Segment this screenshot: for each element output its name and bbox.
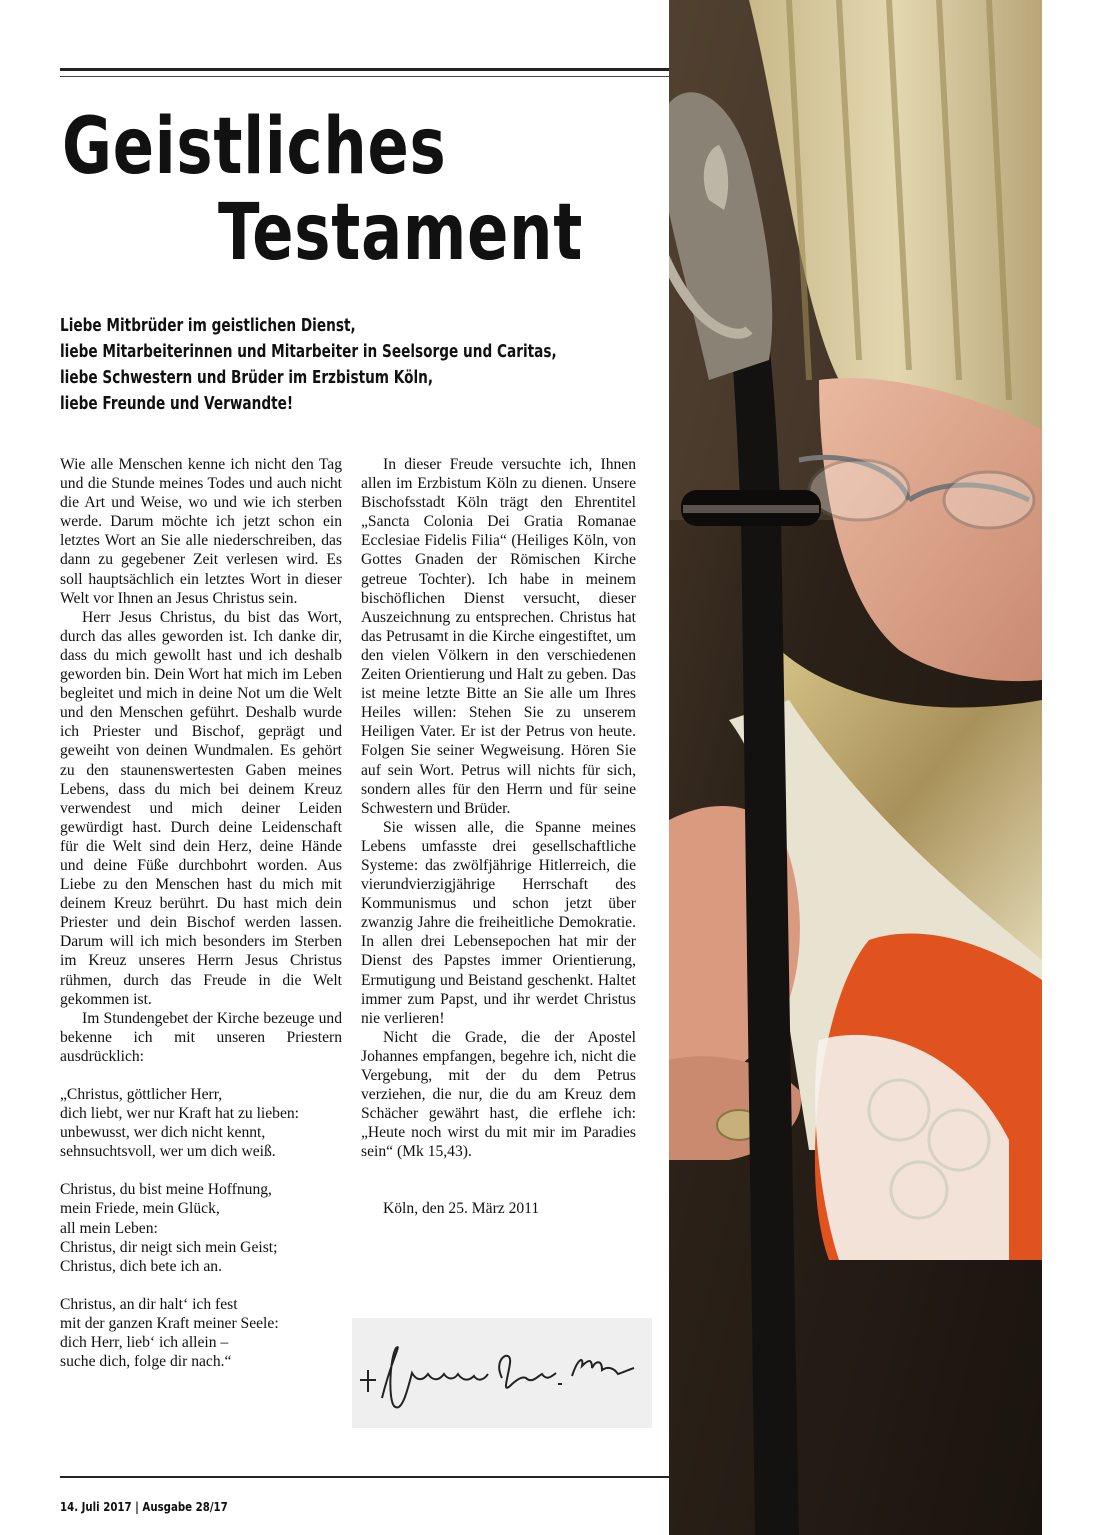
verse-line: mein Friede, mein Glück, xyxy=(60,1200,220,1218)
text-column-right xyxy=(361,455,636,1219)
verse-line: dich Herr, lieb‘ ich allein – xyxy=(60,1334,229,1352)
bottom-rule xyxy=(60,1476,670,1478)
cardinal-with-crozier-photo xyxy=(669,0,1042,1535)
verse-line: dich liebt, wer nur Kraft hat zu lieben: xyxy=(60,1105,300,1123)
greeting-line: liebe Freunde und Verwandte! xyxy=(60,394,294,414)
top-rule xyxy=(60,68,670,71)
verse-stanza xyxy=(60,1085,342,1161)
verse-line: mit der ganzen Kraft meiner Seele: xyxy=(60,1314,279,1332)
dateline: Köln, den 25. März 2011 xyxy=(383,1200,540,1218)
paragraph: Sie wissen alle, die Spanne meines Lebens umfasste drei gesellschaftliche Systeme: das zwölfjährige Hitlerreich, die vierundvierzigjährige Herrschaft des Kommunismus und schon jetzt über zwanzig Jahre die freiheitliche Demokratie. In allen drei Lebensepochen hat mir der Dienst des Papstes immer Orientierung, Ermutigung und Beistand geschenkt. Haltet immer zum Papst, und ihr werdet Christus nie verlieren! xyxy=(361,818,636,1027)
title-line-1: Geistliches xyxy=(62,102,447,192)
paragraph: Herr Jesus Christus, du bist das Wort, durch das alles geworden ist. Ich danke dir, dass du mich gewollt hast und ich deshalb geworden bin. Dein Wort hat mich im Leben begleitet und mich in deine Not um die Welt und den Menschen geführt. Deshalb wurde ich Priester und Bischof, geprägt und geweiht von deinen Wundmalen. Es gehört zu den staunenswertesten Gaben meines Lebens, dass du mich bei deinem Kreuz verwendest und mich deiner Leiden gewürdigt hast. Durch deine Leidenschaft für die Welt sind dein Herz, deine Hände und deine Füße durchbohrt worden. Aus Liebe zu den Menschen hast du mich mit deinem Kreuz berührt. Du hast mich dein Priester und dein Bischof werden lassen. Darum will ich mich besonders im Sterben im Kreuz unseres Herrn Jesus Christus rühmen, durch das Freude in die Welt gekommen ist. xyxy=(60,608,342,1008)
paragraph: In dieser Freude versuchte ich, Ihnen allen im Erzbistum Köln zu dienen. Unsere Bischofsstadt Köln trägt den Ehrentitel „Sancta Colonia Dei Gratia Romanae Ecclesiae Fidelis Filia“ (Heiliges Köln, von Gottes Gnaden der Römischen Kirche getreue Tochter). Ich habe in meinem bischöflichen Dienst versucht, dieser Auszeichnung zu entsprechen. Christus hat das Petrusamt in die Kirche eingestiftet, um den vielen Völkern in den verschiedenen Zeiten Orientierung und Halt zu geben. Das ist meine letzte Bitte an Sie alle um Ihres Heiles willen: Stehen Sie zu unserem Heiligen Vater. Er ist der Petrus von heute. Folgen Sie seiner Wegweisung. Hören Sie auf sein Wort. Petrus will nichts für sich, sondern alles für den Herrn und für seine Schwestern und Brüder. xyxy=(361,456,636,817)
paragraph: Nicht die Grade, die der Apostel Johannes empfangen, begehre ich, nicht die Vergebung, mit der du dem Petrus verziehen, die nur, die du am Kreuz dem Schächer gewährt hast, die erflehe ich: „Heute noch wirst du mit mir im Paradies sein“ (Mk 15,43). xyxy=(361,1028,636,1161)
verse-line: all mein Leben: xyxy=(60,1219,158,1237)
text-column-left xyxy=(60,455,342,1371)
verse-stanza xyxy=(60,1295,342,1371)
verse-line: Christus, du bist meine Hoffnung, xyxy=(60,1181,272,1199)
greeting-line: Liebe Mitbrüder im geistlichen Dienst, xyxy=(60,316,356,336)
signature-icon xyxy=(352,1318,652,1428)
verse-line: Christus, an dir halt‘ ich fest xyxy=(60,1295,238,1313)
greeting-line: liebe Schwestern und Brüder im Erzbistum Köln, xyxy=(60,368,434,388)
verse-stanza xyxy=(60,1180,342,1275)
footer-issue: 14. Juli 2017 | Ausgabe 28/17 xyxy=(60,1500,228,1514)
top-rule-thin xyxy=(60,76,670,77)
verse-line: Christus, dich bete ich an. xyxy=(60,1257,222,1275)
cardinal-with-crozier-icon xyxy=(669,0,1042,1535)
greeting xyxy=(60,313,684,417)
signature xyxy=(352,1318,652,1428)
verse-line: „Christus, göttlicher Herr, xyxy=(60,1086,223,1103)
greeting-line: liebe Mitarbeiterinnen und Mitarbeiter in Seelsorge und Caritas, xyxy=(60,342,557,362)
paragraph: Im Stundengebet der Kirche bezeuge und bekenne ich mit unseren Priestern ausdrücklich: xyxy=(60,1009,342,1065)
title-line-2: Testament xyxy=(218,188,584,278)
verse-line: suche dich, folge dir nach.“ xyxy=(60,1353,232,1371)
verse-line: unbewusst, wer dich nicht kennt, xyxy=(60,1124,266,1142)
verse-line: Christus, dir neigt sich mein Geist; xyxy=(60,1238,278,1256)
paragraph: Wie alle Menschen kenne ich nicht den Tag und die Stunde meines Todes und auch nicht die Art und Weise, wo und wie ich sterben werde. Darum möchte ich jetzt schon ein letztes Wort an Sie alle niederschreiben, das dann zu gegebener Zeit verlesen wird. Es soll hauptsächlich ein letztes Wort in dieser Welt vor Ihnen an Jesus Christus sein. xyxy=(60,456,342,607)
verse-line: sehnsuchtsvoll, wer um dich weiß. xyxy=(60,1143,276,1161)
